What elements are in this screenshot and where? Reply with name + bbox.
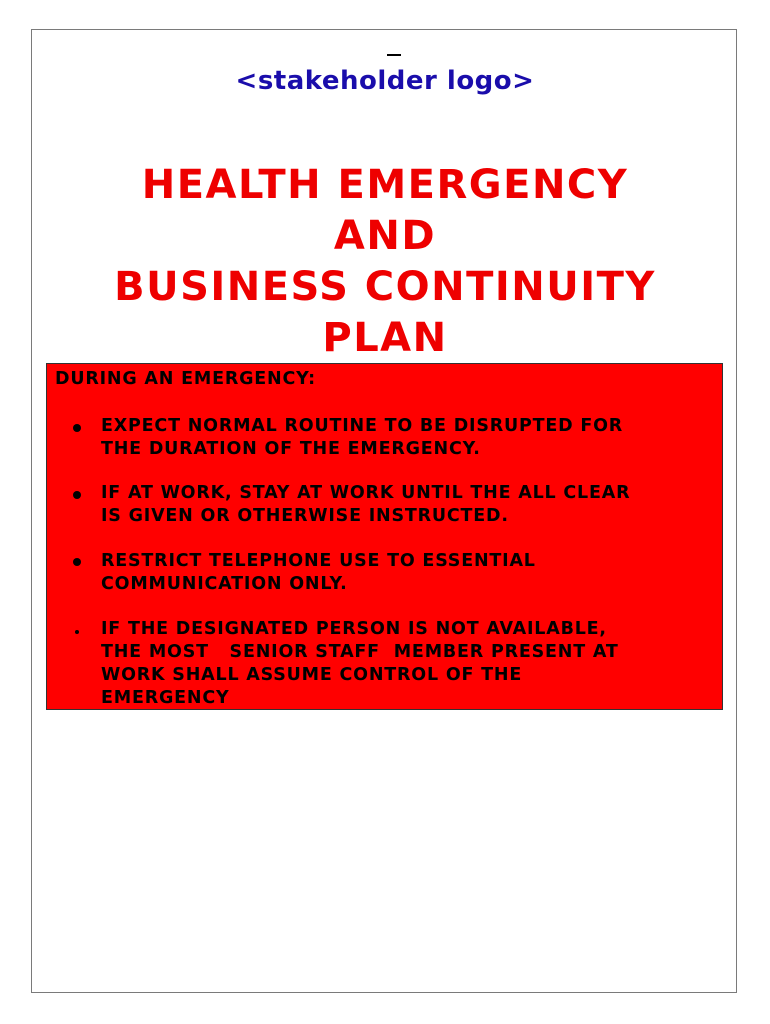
- title-line-3: BUSINESS CONTINUITY: [114, 264, 656, 310]
- list-item-line: IF THE DESIGNATED PERSON IS NOT AVAILABLE,: [101, 619, 607, 639]
- list-item-line: THE DURATION OF THE EMERGENCY.: [101, 439, 481, 459]
- list-item-line: IF AT WORK, STAY AT WORK UNTIL THE ALL CLEAR: [101, 483, 631, 503]
- list-item: [101, 482, 630, 528]
- list-item: [101, 415, 623, 461]
- list-item-line: IS GIVEN OR OTHERWISE INSTRUCTED.: [101, 506, 509, 526]
- list-item-line: EMERGENCY: [101, 688, 230, 708]
- bullet-icon: [73, 424, 81, 432]
- title-line-1: HEALTH EMERGENCY: [141, 162, 629, 208]
- bullet-icon: [73, 558, 81, 566]
- list-item: [101, 618, 619, 710]
- bullet-icon: [73, 491, 81, 499]
- list-item: [101, 550, 536, 596]
- stakeholder-logo-placeholder: <stakeholder logo>: [235, 66, 535, 96]
- document-title: [0, 160, 770, 364]
- emergency-heading: DURING AN EMERGENCY:: [55, 369, 316, 389]
- header-dash: [387, 54, 401, 56]
- title-line-4: PLAN: [322, 315, 448, 361]
- emergency-box: [46, 363, 723, 710]
- bullet-icon: [75, 630, 79, 634]
- list-item-line: WORK SHALL ASSUME CONTROL OF THE: [101, 665, 523, 685]
- list-item-line: COMMUNICATION ONLY.: [101, 574, 348, 594]
- list-item-line: THE MOST SENIOR STAFF MEMBER PRESENT AT: [101, 642, 619, 662]
- list-item-line: RESTRICT TELEPHONE USE TO ESSENTIAL: [101, 551, 536, 571]
- list-item-line: EXPECT NORMAL ROUTINE TO BE DISRUPTED FOR: [101, 416, 624, 436]
- title-line-2: AND: [333, 213, 437, 259]
